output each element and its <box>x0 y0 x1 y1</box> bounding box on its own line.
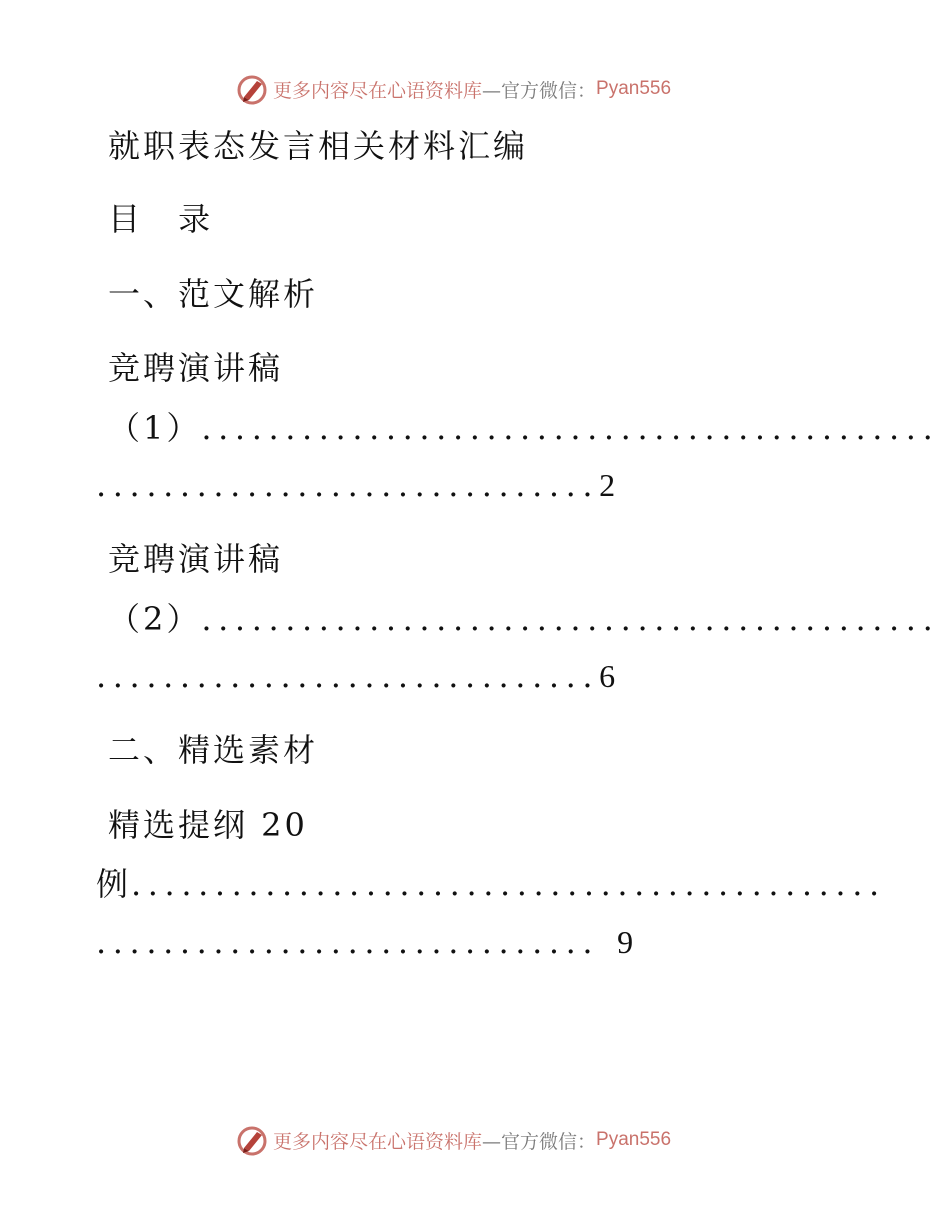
toc-entry-1-label: （1） <box>108 409 202 447</box>
toc-entry-3-label: 例 <box>96 865 132 903</box>
toc-entry-3-line-1 <box>96 864 886 904</box>
toc-entry-2-label: （2） <box>108 600 202 638</box>
toc-entry-1-title: 竞聘演讲稿 <box>108 349 284 387</box>
leader-dots: .............................. <box>96 657 600 695</box>
watermark-id: Pyan556 <box>596 1129 672 1150</box>
toc-entry-1-line-2 <box>96 465 618 505</box>
toc-entry-3-line-2 <box>96 922 636 962</box>
toc-entry-2-line-2 <box>96 656 618 696</box>
pen-logo-icon <box>235 1123 269 1157</box>
leader-dots: ............................................ <box>201 409 940 447</box>
watermark-text: 更多内容尽在心语资料库 <box>273 79 483 102</box>
toc-entry-2-title: 竞聘演讲稿 <box>108 540 284 578</box>
toc-entry-3-title: 精选提纲 20 <box>108 806 308 844</box>
leader-dots: ............................................ <box>201 600 940 638</box>
toc-entry-1-page: 2 <box>599 467 619 503</box>
leader-dots: .............................. <box>96 466 600 504</box>
watermark-id: Pyan556 <box>596 78 672 99</box>
document-title: 就职表态发言相关材料汇编 <box>108 127 529 165</box>
leader-dots: .............................. <box>96 923 600 961</box>
toc-heading: 目 录 <box>108 200 225 238</box>
footer-watermark <box>235 1122 671 1158</box>
leader-dots: ............................................. <box>131 865 886 903</box>
section-heading-2: 二、精选素材 <box>108 731 319 769</box>
toc-entry-3-page: 9 <box>617 924 637 960</box>
toc-entry-2-page: 6 <box>599 658 619 694</box>
watermark-sub: —官方微信： <box>482 1130 597 1153</box>
toc-entry-2-line-1 <box>108 599 939 639</box>
toc-entry-1-line-1 <box>108 408 939 448</box>
pen-logo-icon <box>235 72 269 106</box>
watermark-text: 更多内容尽在心语资料库 <box>273 1130 483 1153</box>
header-watermark <box>235 71 671 107</box>
section-heading-1: 一、范文解析 <box>108 275 319 313</box>
watermark-sub: —官方微信： <box>482 79 597 102</box>
